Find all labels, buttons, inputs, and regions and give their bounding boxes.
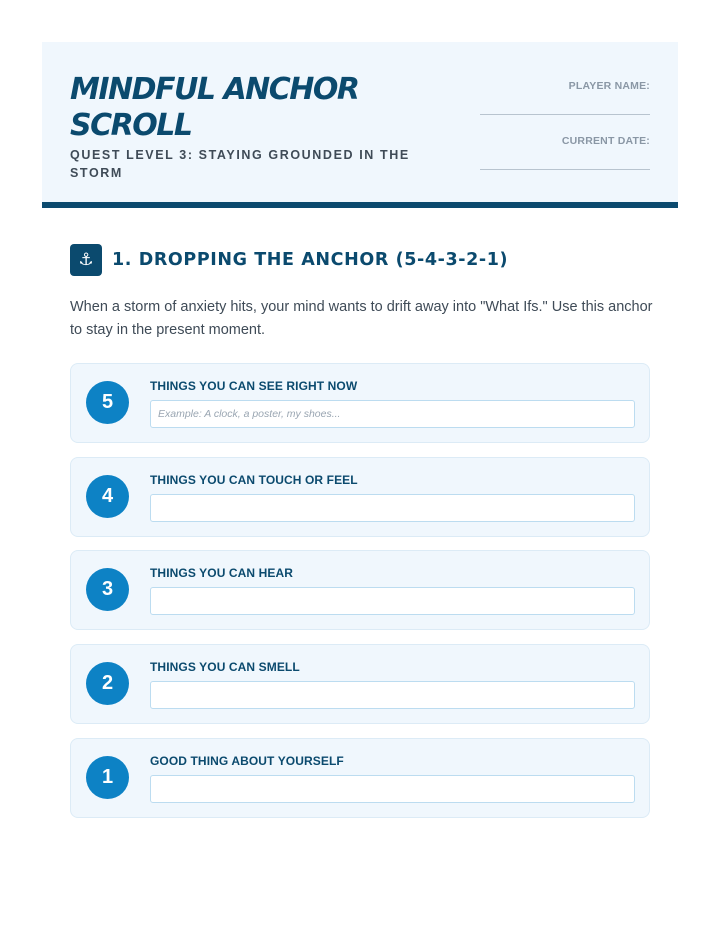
current-date-label: CURRENT DATE: — [561, 135, 650, 147]
worksheet-title: MINDFUL ANCHOR SCROLL — [70, 72, 359, 143]
player-name-line[interactable] — [480, 114, 650, 115]
step-label: THINGS YOU CAN SEE RIGHT NOW — [150, 379, 358, 393]
step-number-badge: 1 — [86, 756, 129, 799]
step-card-hear — [70, 550, 650, 630]
current-date-line[interactable] — [480, 169, 650, 170]
hear-input[interactable] — [150, 587, 635, 615]
step-card-good-thing — [70, 738, 650, 818]
current-date-field[interactable] — [480, 135, 650, 170]
step-label: THINGS YOU CAN SMELL — [150, 660, 300, 675]
grounding-steps — [70, 363, 650, 831]
see-input[interactable] — [150, 400, 635, 428]
player-name-label: PLAYER NAME: — [568, 80, 650, 92]
step-label: THINGS YOU CAN TOUCH OR FEEL — [150, 472, 358, 487]
step-number-badge: 4 — [86, 475, 129, 518]
anchor-icon: ⚓ — [70, 244, 102, 276]
worksheet-header — [42, 42, 678, 208]
step-card-touch — [70, 457, 650, 537]
section-heading — [70, 244, 508, 276]
step-label: GOOD THING ABOUT YOURSELF — [150, 753, 344, 768]
step-card-smell — [70, 644, 650, 724]
worksheet-page — [42, 42, 678, 788]
good-thing-input[interactable] — [150, 775, 635, 803]
player-name-field[interactable] — [480, 80, 650, 115]
step-number-badge: 2 — [86, 662, 129, 705]
touch-input[interactable] — [150, 494, 635, 522]
step-number-badge: 3 — [86, 568, 129, 611]
quest-subtitle: QUEST LEVEL 3: STAYING GROUNDED IN THE STORM — [70, 148, 410, 180]
step-label: THINGS YOU CAN HEAR — [150, 566, 294, 581]
section-title: 1. DROPPING THE ANCHOR (5-4-3-2-1) — [112, 250, 509, 270]
smell-input[interactable] — [150, 681, 635, 709]
section-intro: When a storm of anxiety hits, your mind wants to drift away into "What Ifs." Use this anchor to stay in the present moment. — [70, 299, 653, 338]
step-number-badge: 5 — [86, 381, 129, 424]
step-card-see — [70, 363, 650, 443]
